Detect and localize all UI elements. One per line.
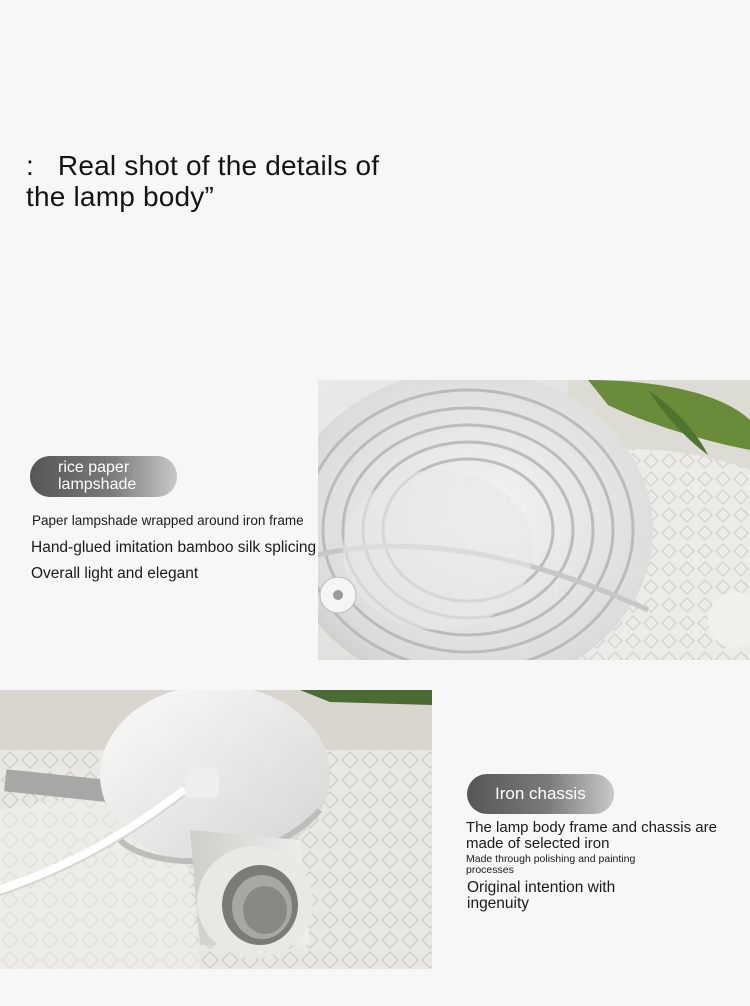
iron-chassis-badge xyxy=(467,774,614,814)
rice-paper-lampshade-badge xyxy=(30,456,177,497)
chassis-line-1: The lamp body frame and chassis are made of selected iron xyxy=(466,819,717,852)
badge-label: Iron chassis xyxy=(495,784,586,803)
feature-line-3: Overall light and elegant xyxy=(31,565,199,582)
feature-line-1: Paper lampshade wrapped around iron frame xyxy=(32,513,304,528)
title-line-1: : Real shot of the details of xyxy=(26,150,380,181)
page-title xyxy=(26,150,446,212)
chassis-line-2: Made through polishing and painting processes xyxy=(466,853,636,876)
iron-chassis-photo xyxy=(0,690,432,969)
title-line-2: the lamp body” xyxy=(26,181,215,212)
badge-label: rice paper lampshade xyxy=(58,459,137,493)
lampshade-photo xyxy=(318,380,750,660)
chassis-line-3: Original intention with ingenuity xyxy=(467,879,616,912)
feature-line-2: Hand-glued imitation bamboo silk splicing xyxy=(31,539,317,556)
